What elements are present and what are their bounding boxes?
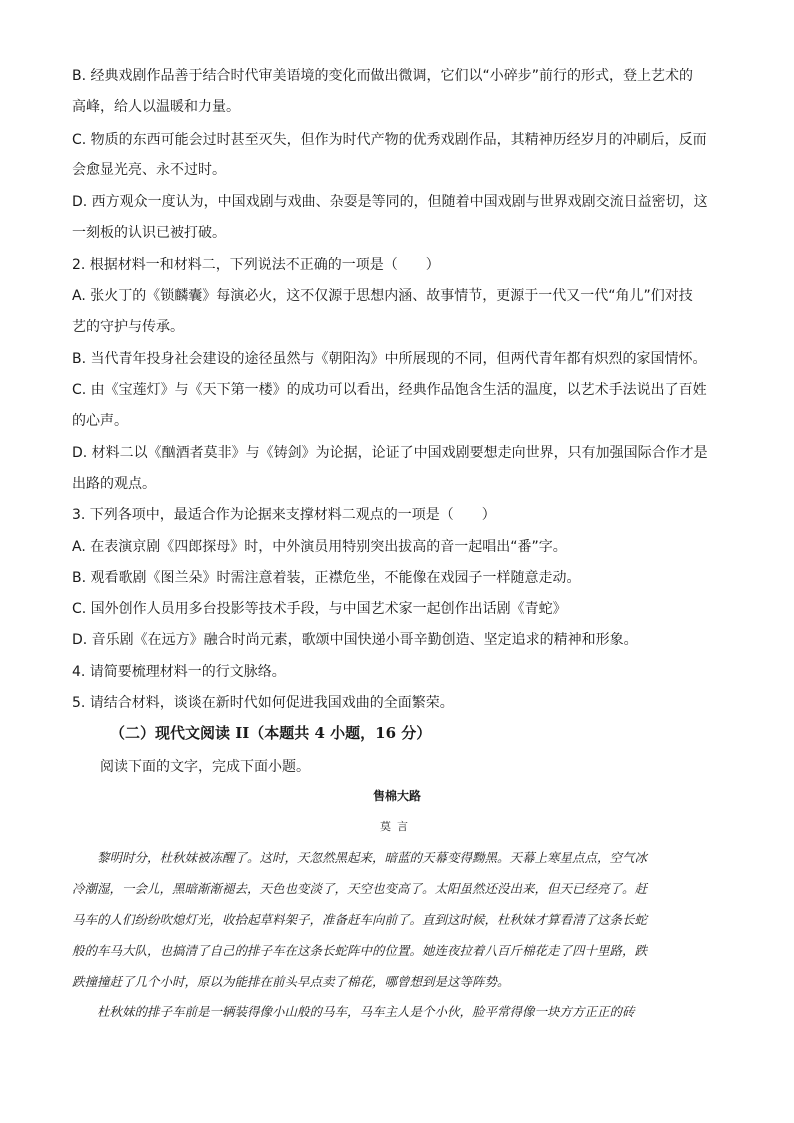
text-line: 出路的观点。 bbox=[72, 476, 156, 492]
text-line: 的心声。 bbox=[72, 413, 128, 429]
text-line: 3. 下列各项中，最适合作为论据来支撑材料二观点的一项是（ ） bbox=[72, 507, 496, 523]
text-line: C. 由《宝莲灯》与《天下第一楼》的成功可以看出，经典作品饱含生活的温度，以艺术手法说出了百姓 bbox=[72, 382, 707, 398]
text-line: A. 张火丁的《锁麟囊》每演必火，这不仅源于思想内涵、故事情节，更源于一代又一代“角儿”们对技 bbox=[72, 288, 693, 304]
text-line: C. 国外创作人员用多台投影等技术手段，与中国艺术家一起创作出话剧《青蛇》 bbox=[72, 601, 567, 617]
text-line: 2. 根据材料一和材料二，下列说法不正确的一项是（ ） bbox=[72, 257, 440, 273]
text-line: B. 经典戏剧作品善于结合时代审美语境的变化而做出微调，它们以“小碎步”前行的形式，登上艺术的 bbox=[72, 68, 694, 84]
text-line: 4. 请简要梳理材料一的行文脉络。 bbox=[72, 664, 286, 680]
story-author: 莫言 bbox=[380, 820, 414, 833]
text-line: 会愈显光亮、永不过时。 bbox=[72, 162, 226, 178]
text-line: B. 当代青年投身社会建设的途径虽然与《朝阳沟》中所展现的不同，但两代青年都有炽烈的家国情怀。 bbox=[72, 351, 707, 367]
text-line: B. 观看歌剧《图兰朵》时需注意着装，正襟危坐，不能像在戏园子一样随意走动。 bbox=[72, 570, 581, 586]
text-line: 高峰，给人以温暖和力量。 bbox=[72, 99, 240, 115]
story-line: 杜秋妹的排子车前是一辆装得像小山般的马车，马车主人是个小伙，脸平常得像一块方方正正的砖 bbox=[72, 1004, 635, 1019]
story-title: 售棉大路 bbox=[372, 789, 421, 803]
reading-instruction: 阅读下面的文字，完成下面小题。 bbox=[100, 759, 310, 775]
text-line: D. 材料二以《酗酒者莫非》与《铸剑》为论据，论证了中国戏剧要想走向世界，只有加强国际合作才是 bbox=[72, 445, 708, 461]
text-line: 艺的守护与传承。 bbox=[72, 319, 184, 335]
section-heading: （二）现代文阅读 II（本题共 4 小题，16 分） bbox=[110, 724, 432, 742]
text-line: A. 在表演京剧《四郎探母》时，中外演员用特别突出拔高的音一起唱出“番”字。 bbox=[72, 539, 567, 555]
story-line: 黎明时分，杜秋妹被冻醒了。这时，天忽然黑起来，暗蓝的天幕变得黝黑。天幕上寒星点点，空气冰 bbox=[72, 850, 648, 865]
text-line: 一刻板的认识已被打破。 bbox=[72, 225, 226, 241]
story-line: 冷潮湿，一会儿，黑暗渐渐褪去，天色也变淡了，天空也变高了。太阳虽然还没出来，但天已经亮了。赶 bbox=[72, 881, 648, 896]
text-line: D. 西方观众一度认为，中国戏剧与戏曲、杂耍是等同的，但随着中国戏剧与世界戏剧交流日益密切，这 bbox=[72, 194, 708, 210]
text-line: C. 物质的东西可能会过时甚至灭失，但作为时代产物的优秀戏剧作品，其精神历经岁月的冲刷后，反而 bbox=[72, 132, 707, 148]
story-line: 般的车马大队，也搞清了自己的排子车在这条长蛇阵中的位置。她连夜拉着八百斤棉花走了四十里路，跌 bbox=[72, 943, 648, 958]
text-line: 5. 请结合材料，谈谈在新时代如何促进我国戏曲的全面繁荣。 bbox=[72, 695, 454, 711]
story-line: 马车的人们纷纷吹熄灯光，收拾起草料架子，准备赶车向前了。直到这时候，杜秋妹才算看清了这条长蛇 bbox=[72, 912, 648, 927]
story-line: 跌撞撞赶了几个小时，原以为能排在前头早点卖了棉花，哪曾想到是这等阵势。 bbox=[72, 974, 510, 989]
text-line: D. 音乐剧《在远方》融合时尚元素，歌颂中国快递小哥辛勤创造、坚定追求的精神和形象。 bbox=[72, 632, 638, 648]
